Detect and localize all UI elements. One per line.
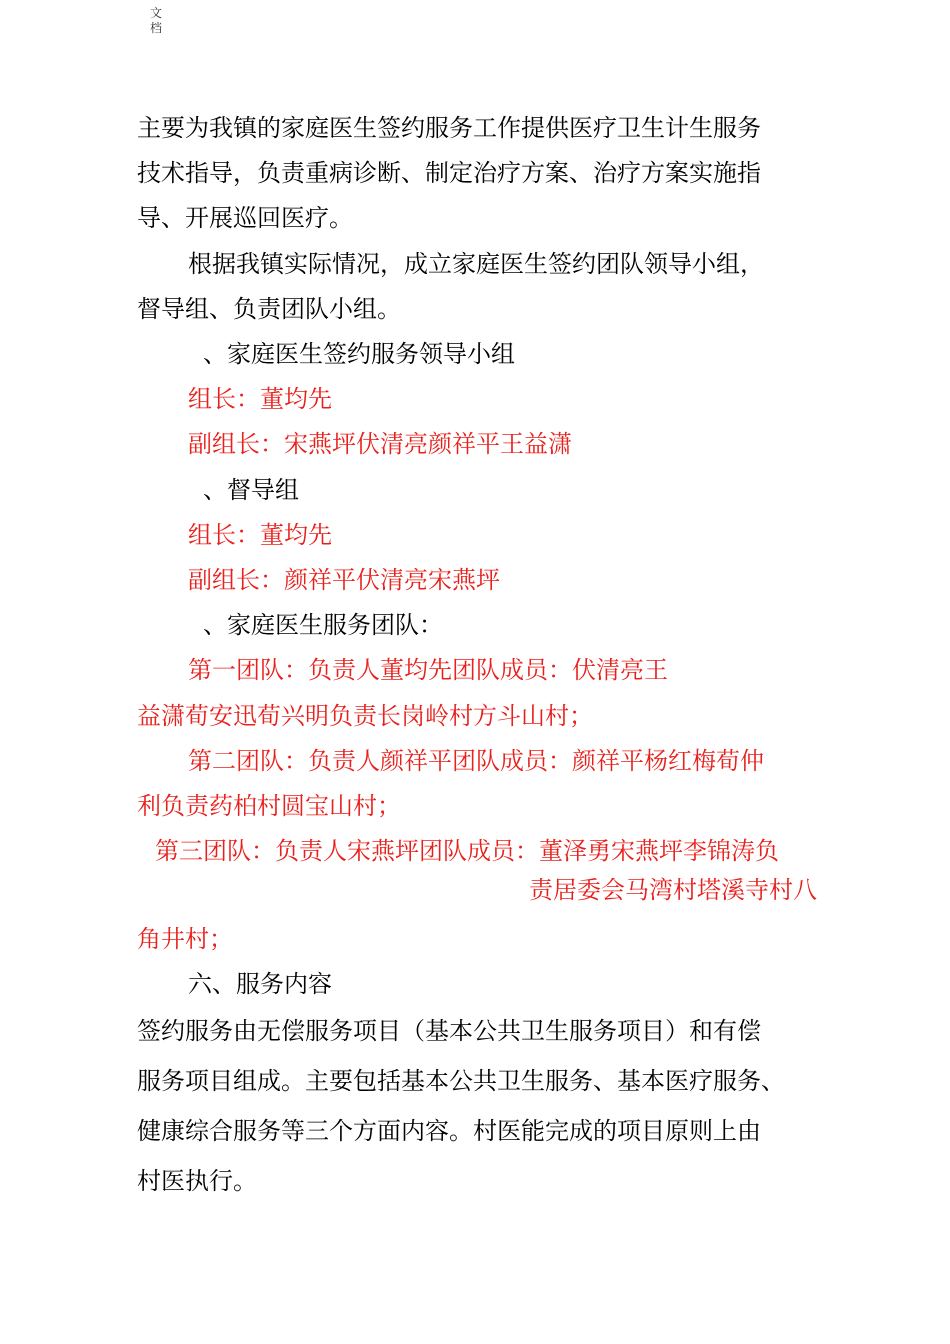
body-line: 健康综合服务等三个方面内容。村医能完成的项目原则上由 xyxy=(137,1117,761,1145)
body-line: 导、开展巡回医疗。 xyxy=(137,204,353,232)
deputy-leader-line: 副组长：颜祥平伏清亮宋燕坪 xyxy=(188,566,500,594)
body-line: 根据我镇实际情况，成立家庭医生签约团队领导小组， xyxy=(188,250,764,278)
body-line: 督导组、负责团队小组。 xyxy=(137,295,401,323)
leader-line: 组长：董均先 xyxy=(188,521,332,549)
team-line: 第二团队：负责人颜祥平团队成员：颜祥平杨红梅荀仲 xyxy=(188,747,764,775)
team-line: 益潇荀安迅荀兴明负责长岗岭村方斗山村； xyxy=(137,702,593,730)
section-heading: 、家庭医生签约服务领导小组 xyxy=(203,340,515,368)
body-line: 技术指导，负责重病诊断、制定治疗方案、治疗方案实施指 xyxy=(137,159,761,187)
team-line: 责居委会马湾村塔溪寺村八 xyxy=(529,876,817,904)
header-char-1: 文 xyxy=(150,6,163,20)
body-line: 村医执行。 xyxy=(137,1167,257,1195)
team-line: 第三团队：负责人宋燕坪团队成员：董泽勇宋燕坪李锦涛负 xyxy=(155,837,779,865)
team-line: 角井村； xyxy=(137,925,233,953)
team-line: 利负责药柏村圆宝山村； xyxy=(137,792,401,820)
section-heading: 、督导组 xyxy=(203,476,299,504)
section-heading: 六、服务内容 xyxy=(188,970,332,998)
page-header xyxy=(150,6,164,36)
leader-line: 组长：董均先 xyxy=(188,385,332,413)
section-heading: 、家庭医生服务团队： xyxy=(203,611,443,639)
body-line: 服务项目组成。主要包括基本公共卫生服务、基本医疗服务、 xyxy=(137,1067,785,1095)
body-line: 签约服务由无偿服务项目（基本公共卫生服务项目）和有偿 xyxy=(137,1017,761,1045)
header-char-2: 档 xyxy=(150,21,163,35)
body-line: 主要为我镇的家庭医生签约服务工作提供医疗卫生计生服务 xyxy=(137,114,761,142)
deputy-leader-line: 副组长：宋燕坪伏清亮颜祥平王益潇 xyxy=(188,430,572,458)
team-line: 第一团队：负责人董均先团队成员：伏清亮王 xyxy=(188,656,668,684)
